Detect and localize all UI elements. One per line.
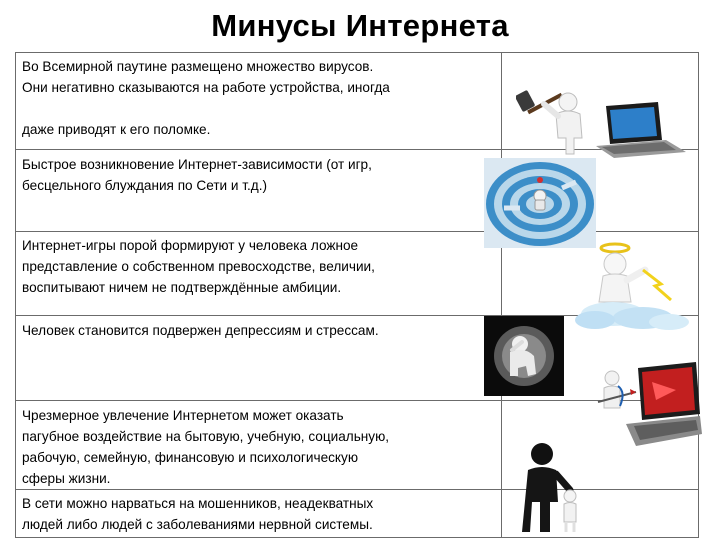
table-row [16,489,698,539]
maze-icon [484,158,596,248]
hammer-man-laptop-icon [516,82,706,160]
depressed-man-icon [484,316,564,396]
row-text: Человек становится подвержен депрессиям и стрессам. [22,323,379,338]
page-title: Минусы Интернета [211,8,509,43]
row-text: Во Всемирной паутине размещено множество вирусов. Они негативно сказываются на работе устройства, иногда даже приводят к его поломке. [22,59,390,137]
arrow-man-laptop-icon [596,362,702,450]
angel-on-cloud-icon [573,240,693,332]
row-text: Быстрое возникновение Интернет-зависимости (от игр, бесцельного блуждания по Сети и т.д.) [22,157,372,193]
row-text: Интернет-игры порой формируют у человека ложное представление о собственном превосходстве, величии, воспитывают ничем не подтверждённые амбиции. [22,238,375,295]
black-white-figures-icon [512,440,582,536]
row-text: В сети можно нарваться на мошенников, неадекватных людей либо людей с заболеваниями нервной системы. [22,496,374,532]
row-text: Чрезмерное увлечение Интернетом может оказать пагубное воздействие на бытовую, учебную, социальную, рабочую, семейную, финансовую и психологическую сферы жизни. [22,408,390,486]
